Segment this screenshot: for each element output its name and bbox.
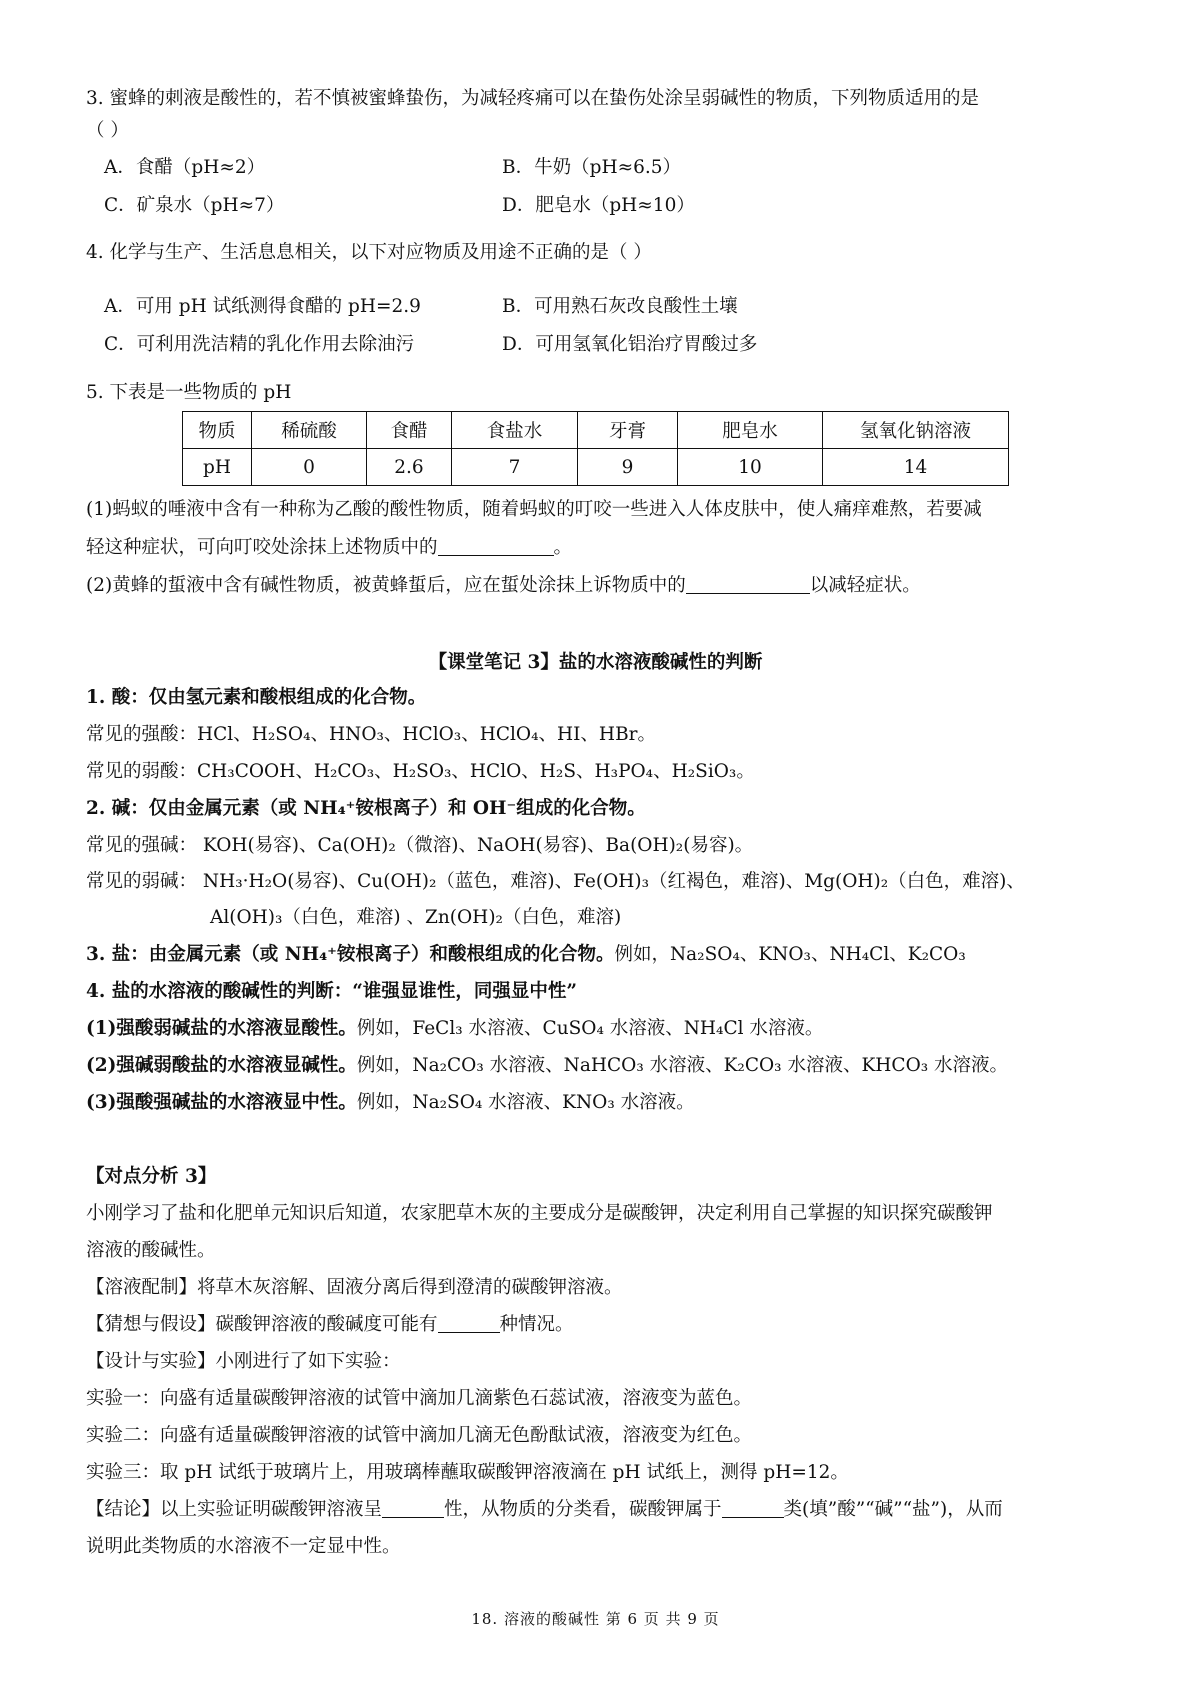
weak-acids: 常见的弱酸：CH₃COOH、H₂CO₃、H₂SO₃、HClO、H₂S、H₃PO₄、H₂SiO₃。	[86, 761, 755, 782]
table-cell: 10	[678, 449, 823, 486]
table-cell: 肥皂水	[678, 412, 823, 449]
q4-option-d: D．可用氢氧化铝治疗胃酸过多	[502, 334, 758, 355]
q3-option-a: A．食醋（pH≈2）	[104, 157, 266, 178]
analysis-title: 【对点分析 3】	[86, 1166, 217, 1187]
analysis-intro-line2: 溶液的酸碱性。	[86, 1240, 216, 1261]
q5-part1-line1: (1)蚂蚁的唾液中含有一种称为乙酸的酸性物质，随着蚂蚁的叮咬一些进入人体皮肤中，使人痛痒难熬，若要减	[86, 499, 982, 520]
table-cell: 牙膏	[578, 412, 678, 449]
answer-blank[interactable]	[438, 1314, 500, 1333]
q4-option-a: A．可用 pH 试纸测得食醋的 pH=2.9	[104, 296, 421, 317]
acid-definition: 1. 酸：仅由氢元素和酸根组成的化合物。	[86, 687, 427, 708]
rule-basic: (2)强碱弱酸盐的水溶液显碱性。例如，Na₂CO₃ 水溶液、NaHCO₃ 水溶液、K₂CO₃ 水溶液、KHCO₃ 水溶液。	[86, 1055, 1009, 1076]
strong-acids: 常见的强酸：HCl、H₂SO₄、HNO₃、HClO₃、HClO₄、HI、HBr。	[86, 724, 657, 745]
salt-rule: 4. 盐的水溶液的酸碱性的判断：“谁强显谁性，同强显中性”	[86, 981, 578, 1002]
analysis-intro-line1: 小刚学习了盐和化肥单元知识后知道，农家肥草木灰的主要成分是碳酸钾，决定利用自己掌握的知识探究碳酸钾	[86, 1203, 993, 1224]
table-row	[183, 412, 1009, 449]
q5-part2: (2)黄蜂的蜇液中含有碱性物质，被黄蜂蜇后，应在蜇处涂抹上诉物质中的 以减轻症状。	[86, 575, 921, 596]
table-cell: 7	[452, 449, 578, 486]
q3-option-d: D．肥皂水（pH≈10）	[502, 195, 695, 216]
answer-blank[interactable]	[438, 537, 554, 556]
q4-stem: 4. 化学与生产、生活息息相关，以下对应物质及用途不正确的是（ ）	[86, 242, 652, 263]
experiment-2: 实验二：向盛有适量碳酸钾溶液的试管中滴加几滴无色酚酞试液，溶液变为红色。	[86, 1425, 753, 1446]
hypothesis: 【猜想与假设】碳酸钾溶液的酸碱度可能有 种情况。	[86, 1314, 574, 1335]
answer-blank[interactable]	[686, 575, 810, 594]
base-definition: 2. 碱：仅由金属元素（或 NH₄⁺铵根离子）和 OH⁻组成的化合物。	[86, 798, 646, 819]
rule-acidic: (1)强酸弱碱盐的水溶液显酸性。例如，FeCl₃ 水溶液、CuSO₄ 水溶液、NH₄Cl 水溶液。	[86, 1018, 824, 1039]
notes-title: 【课堂笔记 3】盐的水溶液酸碱性的判断	[428, 652, 763, 673]
q4-option-b: B．可用熟石灰改良酸性土壤	[502, 296, 738, 317]
q3-option-c: C．矿泉水（pH≈7）	[104, 195, 285, 216]
conclusion-line1: 【结论】以上实验证明碳酸钾溶液呈 性，从物质的分类看，碳酸钾属于 类(填”酸”“碱”“盐”)，从而	[86, 1499, 1003, 1520]
table-cell: 稀硫酸	[252, 412, 367, 449]
q3-stem: 3. 蜜蜂的刺液是酸性的，若不慎被蜜蜂蛰伤，为减轻疼痛可以在蛰伤处涂呈弱碱性的物质，下列物质适用的是	[86, 88, 980, 109]
table-cell: 14	[823, 449, 1009, 486]
table-cell: 2.6	[367, 449, 452, 486]
table-cell: pH	[183, 449, 252, 486]
q4-option-c: C．可利用洗洁精的乳化作用去除油污	[104, 334, 415, 355]
table-cell: 食盐水	[452, 412, 578, 449]
salt-definition: 3. 盐：由金属元素（或 NH₄⁺铵根离子）和酸根组成的化合物。例如，Na₂SO₄、KNO₃、NH₄Cl、K₂CO₃	[86, 944, 966, 965]
conclusion-line2: 说明此类物质的水溶液不一定显中性。	[86, 1536, 401, 1557]
table-cell: 食醋	[367, 412, 452, 449]
answer-blank[interactable]	[722, 1499, 784, 1518]
rule-neutral: (3)强酸强碱盐的水溶液显中性。例如，Na₂SO₄ 水溶液、KNO₃ 水溶液。	[86, 1092, 695, 1113]
solution-preparation: 【溶液配制】将草木灰溶解、固液分离后得到澄清的碳酸钾溶液。	[86, 1277, 623, 1298]
answer-blank[interactable]	[382, 1499, 444, 1518]
table-row	[183, 449, 1009, 486]
strong-bases: 常见的强碱： KOH(易容)、Ca(OH)₂（微溶)、NaOH(易容)、Ba(OH)₂(易容)。	[86, 835, 754, 856]
table-cell: 9	[578, 449, 678, 486]
ph-table	[182, 411, 1009, 486]
q5-part1-line2: 轻这种症状，可向叮咬处涂抹上述物质中的 。	[86, 537, 573, 558]
page-footer: 18. 溶液的酸碱性 第 6 页 共 9 页	[471, 1610, 720, 1628]
experiment-3: 实验三：取 pH 试纸于玻璃片上，用玻璃棒蘸取碳酸钾溶液滴在 pH 试纸上，测得 pH=12。	[86, 1462, 849, 1483]
q3-answer-paren: （ ）	[86, 120, 129, 141]
table-cell: 氢氧化钠溶液	[823, 412, 1009, 449]
design-experiment: 【设计与实验】小刚进行了如下实验：	[86, 1351, 401, 1372]
table-cell: 物质	[183, 412, 252, 449]
table-cell: 0	[252, 449, 367, 486]
q5-stem: 5. 下表是一些物质的 pH	[86, 382, 292, 403]
weak-bases-line2: Al(OH)₃（白色，难溶) 、Zn(OH)₂（白色，难溶)	[210, 907, 622, 928]
weak-bases-line1: 常见的弱碱： NH₃·H₂O(易容)、Cu(OH)₂（蓝色，难溶)、Fe(OH)₃（红褐色，难溶)、Mg(OH)₂（白色，难溶)、	[86, 871, 1025, 892]
q3-option-b: B．牛奶（pH≈6.5）	[502, 157, 681, 178]
experiment-1: 实验一：向盛有适量碳酸钾溶液的试管中滴加几滴紫色石蕊试液，溶液变为蓝色。	[86, 1388, 753, 1409]
